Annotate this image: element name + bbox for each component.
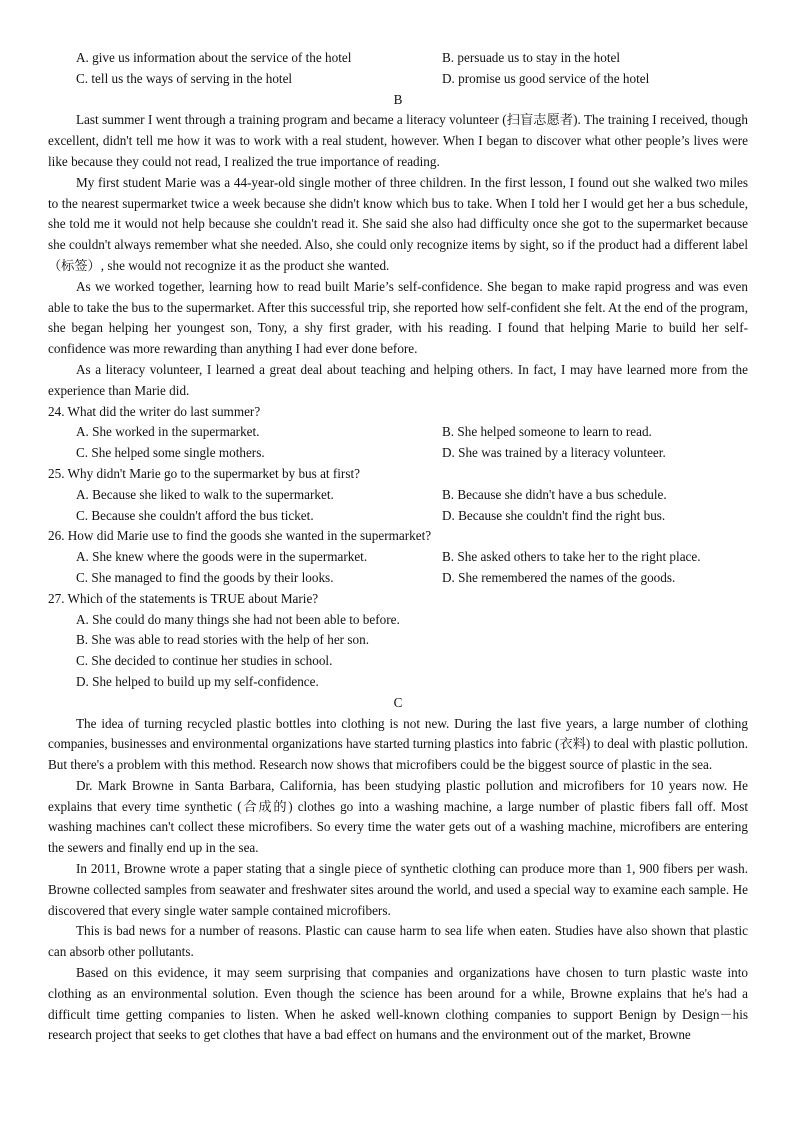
question-25: 25. Why didn't Marie go to the supermarket by bus at first? (48, 465, 360, 481)
option-c[interactable]: C. She managed to find the goods by their looks. (76, 569, 334, 585)
option-c[interactable]: C. She helped some single mothers. (76, 445, 265, 461)
option-d[interactable]: D. Because she couldn't find the right bus. (442, 507, 666, 523)
option-d[interactable]: D. promise us good service of the hotel (442, 70, 650, 86)
section-heading-c: C (393, 694, 403, 710)
option-row (48, 485, 748, 506)
option-a[interactable]: A. She worked in the supermarket. (76, 424, 260, 440)
paragraph: Based on this evidence, it may seem surprising that companies and organizations have chosen to turn plastic waste into clothing as an environmental solution. Even though the science has been around for a while, Browne explains that he's had a difficult time getting companies to listen. When he asked well-known clothing companies to support Benign by Design－his research project that seeks to get clothes that have a bad effect on humans and the environment out of the market, Browne (48, 965, 748, 1043)
paragraph: As we worked together, learning how to read built Marie’s self-confidence. She began to make rapid progress and was even able to take the bus to the supermarket. After this successful trip, she reported how self-confident she felt. At the end of the program, she began helping her youngest son, Tony, a shy first grader, with his reading. I found that helping Marie to build her self-confidence was more rewarding than anything I had ever done before. (48, 278, 748, 357)
option-c[interactable]: C. tell us the ways of serving in the hotel (76, 70, 293, 86)
option-row (48, 443, 748, 464)
question-24: 24. What did the writer do last summer? (48, 403, 261, 419)
option-b[interactable]: B. She helped someone to learn to read. (442, 424, 652, 440)
option-a[interactable]: A. She knew where the goods were in the supermarket. (76, 549, 368, 565)
paragraph: The idea of turning recycled plastic bottles into clothing is not new. During the last five years, a large number of clothing companies, businesses and environmental organizations have started turning plastics into fabric (衣料) to deal with plastic pollution. But there's a problem with this method. Research now shows that microfibers could be the biggest source of plastic in the sea. (48, 715, 748, 773)
document-page (48, 48, 748, 1046)
option-c[interactable]: C. Because she couldn't afford the bus ticket. (76, 507, 314, 523)
paragraph: As a literacy volunteer, I learned a great deal about teaching and helping others. In fact, I may have learned more from the experience than Marie did. (48, 361, 748, 398)
option-row (48, 568, 748, 589)
paragraph: Dr. Mark Browne in Santa Barbara, California, has been studying plastic pollution and microfibers for 10 years now. He explains that every time synthetic (合成的) clothes go into a washing machine, a large number of plastic fibers fall off. Most washing machines can't collect these microfibers. So every time the water gets out of a washing machine, microfibers are entering the sewers and finally end up in the sea. (48, 777, 748, 856)
option-row (48, 69, 748, 90)
option-row (48, 48, 748, 69)
section-heading-b: B (393, 91, 403, 107)
paragraph: This is bad news for a number of reasons. Plastic can cause harm to sea life when eaten. Studies have also shown that plastic can absorb other pollutants. (48, 923, 748, 960)
option-b[interactable]: B. She was able to read stories with the help of her son. (76, 632, 369, 648)
option-a[interactable]: A. She could do many things she had not been able to before. (76, 611, 400, 627)
paragraph: Last summer I went through a training program and became a literacy volunteer (扫盲志愿者). The training I received, though excellent, didn't tell me how it was to work with a real student, however. When I began to discover what other people’s lives were like because they could not read, I realized the true importance of reading. (48, 112, 748, 169)
option-d[interactable]: D. She helped to build up my self-confidence. (76, 673, 319, 689)
question-26: 26. How did Marie use to find the goods she wanted in the supermarket? (48, 528, 432, 544)
paragraph: My first student Marie was a 44-year-old single mother of three children. In the first lesson, I found out she walked two miles to the nearest supermarket twice a week because she didn't know which bus to take. When I told her I would get her a bus schedule, she told me it would not help because she couldn't read it. She said she also had difficulty once she got to the supermarket because she couldn't always remember what she needed. Also, she could only recognize items by sight, so if the product had a different label（标签）, she would not recognize it as the product she wanted. (48, 174, 748, 273)
option-row (48, 422, 748, 443)
option-b[interactable]: B. persuade us to stay in the hotel (442, 50, 620, 65)
option-d[interactable]: D. She remembered the names of the goods. (442, 569, 676, 585)
option-b[interactable]: B. She asked others to take her to the right place. (442, 549, 701, 565)
option-a[interactable]: A. Because she liked to walk to the supermarket. (76, 486, 334, 502)
paragraph: In 2011, Browne wrote a paper stating that a single piece of synthetic clothing can produce more than 1, 900 fibers per wash. Browne collected samples from seawater and freshwater sites around the world, and used a special way to examine each sample. He discovered that every single water sample contained microfibers. (48, 861, 748, 918)
option-b[interactable]: B. Because she didn't have a bus schedule. (442, 486, 667, 502)
option-a[interactable]: A. give us information about the service of the hotel (76, 50, 352, 65)
question-27: 27. Which of the statements is TRUE about Marie? (48, 590, 319, 606)
option-row (48, 506, 748, 527)
option-d[interactable]: D. She was trained by a literacy volunteer. (442, 445, 666, 461)
option-c[interactable]: C. She decided to continue her studies in school. (76, 653, 333, 669)
option-row (48, 547, 748, 568)
